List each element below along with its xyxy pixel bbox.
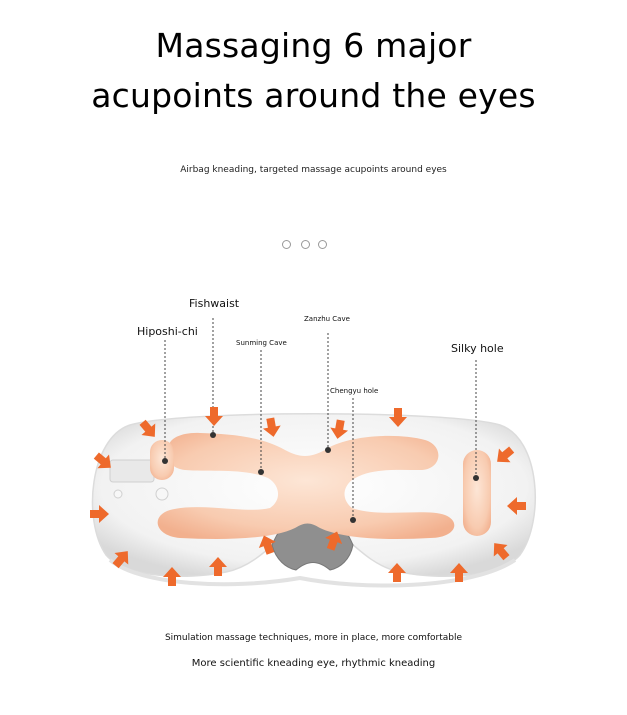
airbag-pad-right — [463, 450, 491, 536]
label-fishwaist: Fishwaist — [189, 297, 240, 310]
acupoint-marker-silky-hole — [473, 475, 479, 481]
label-zanzhu-cave: Zanzhu Cave — [304, 315, 350, 323]
label-chengyu-hole: Chengyu hole — [330, 387, 379, 395]
acupoint-marker-sunming-cave — [258, 469, 264, 475]
acupoint-marker-zanzhu-cave — [325, 447, 331, 453]
label-sunming-cave: Sunming Cave — [236, 339, 287, 347]
footer-line1: Simulation massage techniques, more in place, more comfortable — [164, 633, 463, 643]
power-button-icon — [156, 488, 168, 500]
page-title-line1: Massaging 6 major — [155, 26, 472, 65]
airbag-pad-left — [150, 440, 174, 480]
side-display — [110, 460, 154, 482]
subtitle: Airbag kneading, targeted massage acupoints around eyes — [180, 165, 447, 175]
label-silky-hole: Silky hole — [451, 342, 504, 355]
label-hiposhi-chi: Hiposhi-chi — [137, 325, 198, 338]
page-title-line2: acupoints around the eyes — [91, 76, 536, 115]
mode-button-icon — [114, 490, 122, 498]
acupoint-marker-hiposhi-chi — [162, 458, 168, 464]
acupoint-marker-fishwaist — [210, 432, 216, 438]
acupoint-marker-chengyu-hole — [350, 517, 356, 523]
footer-line2: More scientific kneading eye, rhythmic kneading — [191, 658, 436, 669]
